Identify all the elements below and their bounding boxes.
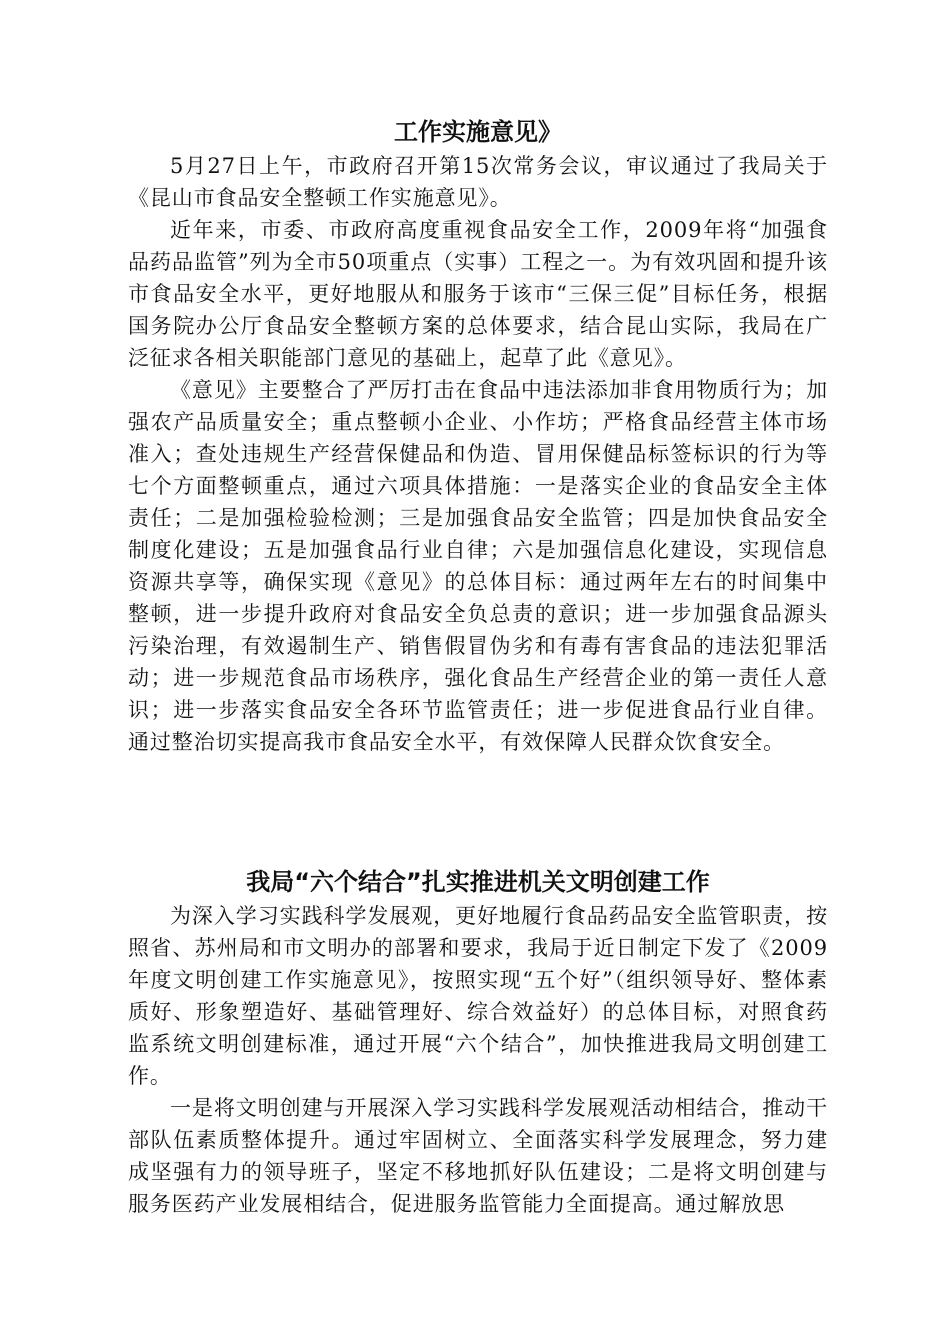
paragraph: 5月27日上午，市政府召开第15次常务会议，审议通过了我局关于《昆山市食品安全整顿工作实施意见》。 (128, 154, 828, 210)
article-civilization-building (128, 862, 828, 1220)
paragraph: 近年来，市委、市政府高度重视食品安全工作，2009年将“加强食品药品监管”列为全市50项重点（实事）工程之一。为有效巩固和提升该市食品安全水平，更好地服从和服务于该市“三保三促”目标任务，根据国务院办公厅食品安全整顿方案的总体要求，结合昆山实际，我局在广泛征求各相关职能部门意见的基础上，起草了此《意见》。 (128, 218, 828, 370)
paragraph: 为深入学习实践科学发展观，更好地履行食品药品安全监管职责，按照省、苏州局和市文明办的部署和要求，我局于近日制定下发了《2009年度文明创建工作实施意见》，按照实现“五个好”（组织领导好、整体素质好、形象塑造好、基础管理好、综合效益好）的总体目标，对照食药监系统文明创建标准，通过开展“六个结合”，加快推进我局文明创建工作。 (128, 904, 828, 1088)
paragraph: 一是将文明创建与开展深入学习实践科学发展观活动相结合，推动干部队伍素质整体提升。通过牢固树立、全面落实科学发展理念，努力建成坚强有力的领导班子，坚定不移地抓好队伍建设；二是将文明创建与服务医药产业发展相结合，促进服务监管能力全面提高。通过解放思 (128, 1096, 828, 1216)
article-title: 我局“六个结合”扎实推进机关文明创建工作 (246, 868, 710, 896)
article-title: 工作实施意见》 (394, 118, 562, 146)
article-food-safety-opinion (128, 112, 828, 758)
paragraph: 《意见》主要整合了严厉打击在食品中违法添加非食用物质行为；加强农产品质量安全；重点整顿小企业、小作坊；严格食品经营主体市场准入；查处违规生产经营保健品和伪造、冒用保健品标签标识的行为等七个方面整顿重点，通过六项具体措施：一是落实企业的食品安全主体责任；二是加强检验检测；三是加强食品安全监管；四是加快食品安全制度化建设；五是加强食品行业自律；六是加强信息化建设，实现信息资源共享等，确保实现《意见》的总体目标：通过两年左右的时间集中整顿，进一步提升政府对食品安全负总责的意识；进一步加强食品源头污染治理，有效遏制生产、销售假冒伪劣和有毒有害食品的违法犯罪活动；进一步规范食品市场秩序，强化食品生产经营企业的第一责任人意识；进一步落实食品安全各环节监管责任；进一步促进食品行业自律。通过整治切实提高我市食品安全水平，有效保障人民群众饮食安全。 (128, 378, 828, 754)
